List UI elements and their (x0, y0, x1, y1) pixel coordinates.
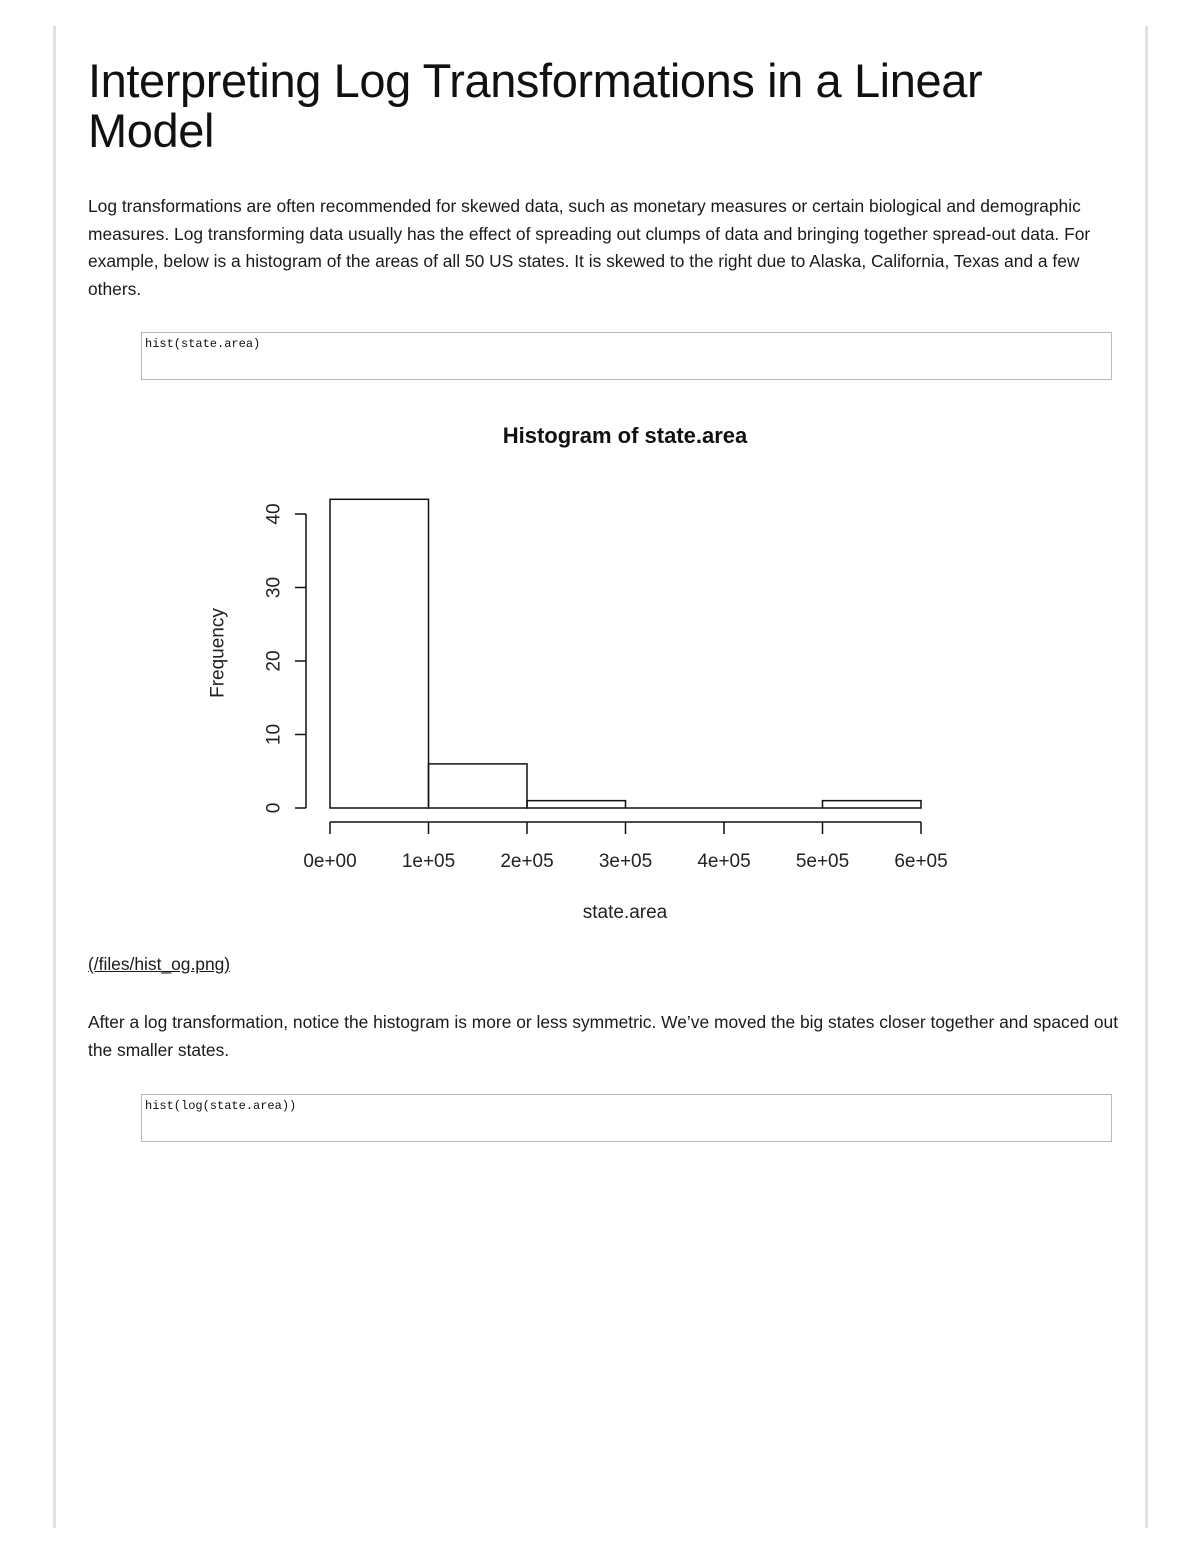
chart-title: Histogram of state.area (502, 423, 748, 448)
x-tick-label: 5e+05 (795, 851, 850, 872)
image-link[interactable]: (/files/hist_og.png) (88, 954, 231, 974)
y-axis-label: Frequency (207, 608, 229, 698)
code-block-hist-log[interactable] (141, 1094, 1112, 1142)
y-tick-label: 0 (263, 802, 285, 814)
histogram-chart (88, 0, 1118, 940)
intro-paragraph: Log transformations are often recommended for skewed data, such as monetary measures or certain biological and demographic measures. Log transforming data usually has the effect of spreading out clumps of data and bringing together spread-out data. For example, below is a histogram of the areas of all 50 US states. It is skewed to the right due to Alaska, California, Texas and a few others. (88, 196, 1091, 300)
x-tick-label: 4e+05 (697, 851, 751, 872)
x-tick-label: 0e+00 (303, 851, 357, 872)
x-tick-label: 2e+05 (500, 851, 554, 872)
article-title: Interpreting Log Transformations in a Linear Model (88, 54, 983, 157)
left-page-rule (53, 26, 56, 1528)
y-tick-label: 30 (263, 576, 285, 599)
after-paragraph: After a log transformation, notice the histogram is more or less symmetric. We’ve moved the big states closer together and spaced out the smaller states. (88, 1012, 1119, 1060)
x-tick-label: 1e+05 (401, 851, 456, 872)
right-page-rule (1145, 26, 1148, 1528)
x-tick-label: 3e+05 (598, 851, 653, 872)
x-tick-label: 6e+05 (894, 851, 948, 872)
histogram-bar-2 (429, 764, 528, 808)
histogram-bar-6 (823, 801, 922, 808)
code-text: hist(log(state.area)) (145, 1099, 297, 1113)
y-tick-label: 10 (263, 723, 285, 746)
y-tick-label: 20 (263, 650, 285, 672)
code-text: hist(state.area) (145, 337, 261, 351)
x-axis-label: state.area (582, 902, 668, 923)
histogram-bar-1 (330, 499, 429, 808)
histogram-bar-3 (527, 801, 626, 808)
y-tick-label: 40 (263, 503, 285, 525)
